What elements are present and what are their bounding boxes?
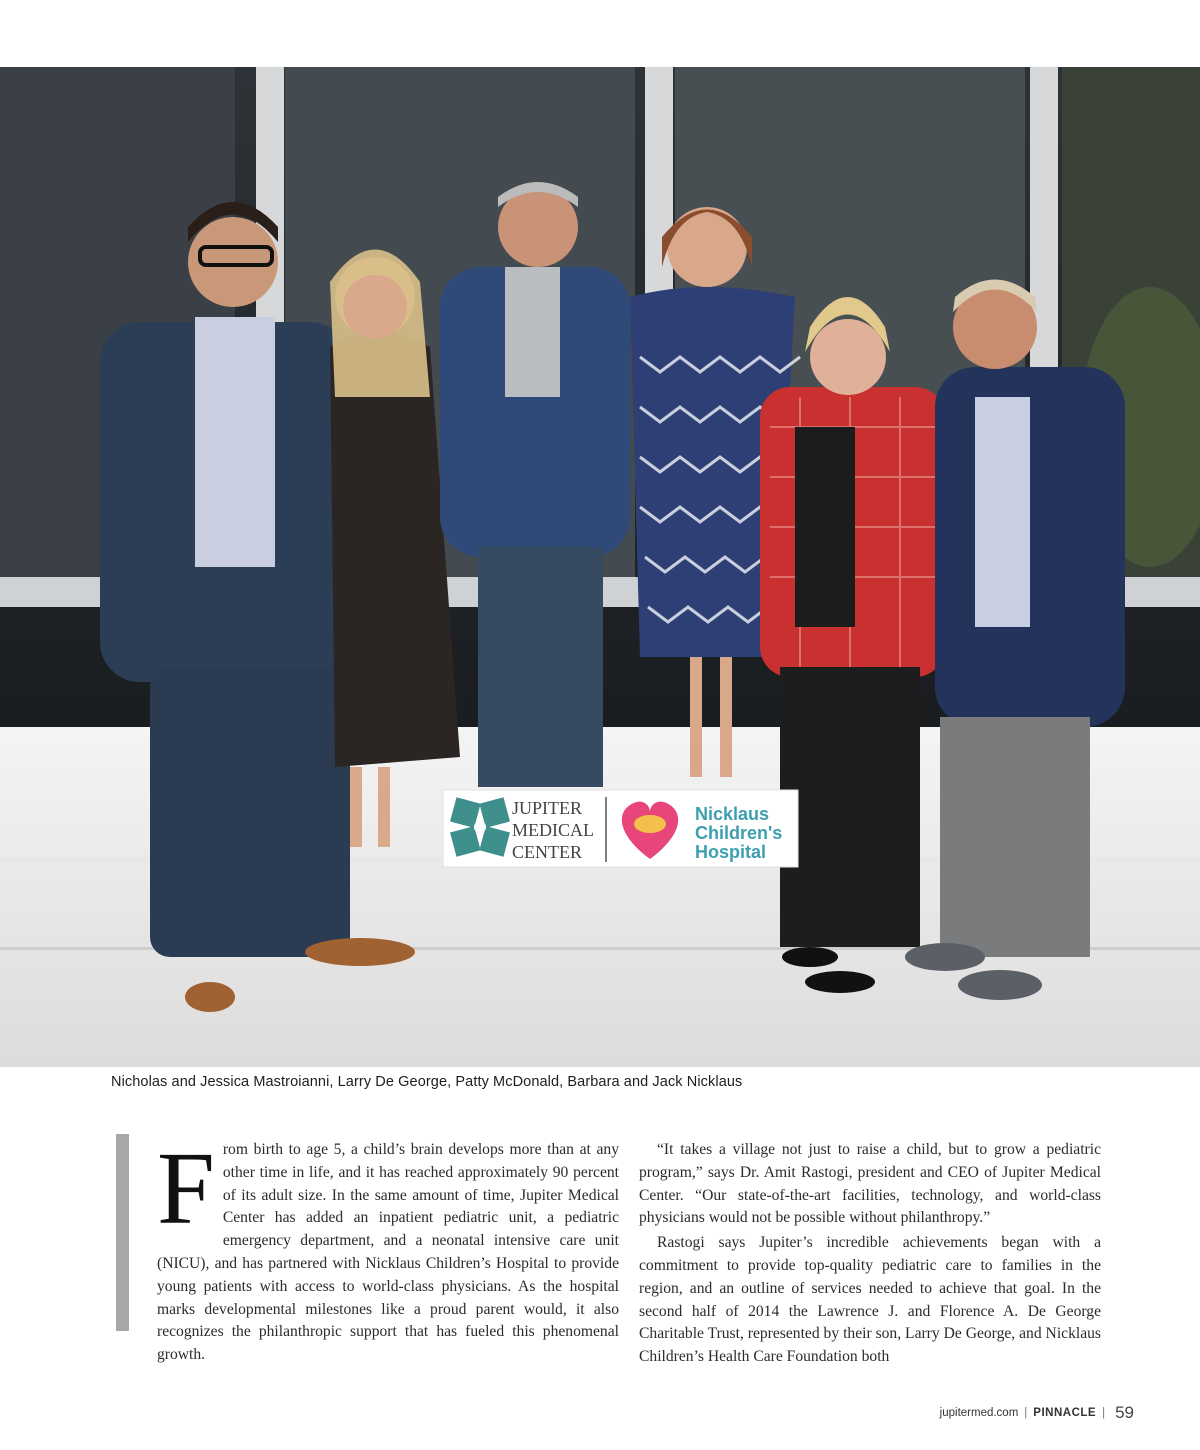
sign-text-1: JUPITER [512,798,583,818]
article-paragraph-1: rom birth to age 5, a child’s brain develops more than at any other time in life, and it has reached approximately 90 percent of its adult size. In the same amount of time, Jupiter Medical Center has added an inpatient pediatric unit, a pediatric emergency department, and a neonatal intensive care unit (NICU), and has partnered with Nicklaus Children’s Hospital to provide young patients with access to world-class physicians. As the hospital marks developmental milestones like a proud parent would, it also recognizes the philanthropic support that has fueled this phenomenal growth. [157,1141,619,1364]
person-5 [760,297,945,993]
sign-text-5: Children's [695,823,783,843]
drop-cap: F [157,1131,215,1246]
footer-divider: | [1024,1407,1028,1419]
sign-text-2: MEDICAL [512,820,594,840]
article-column-2 [639,1139,1101,1369]
sign-text-3: CENTER [512,842,582,862]
sign-text-6: Hospital [695,842,767,862]
sign-text-4: Nicklaus [695,804,770,824]
page-footer [940,1403,1134,1423]
article-column-1 [157,1131,619,1367]
footer-divider-2: | [1102,1407,1106,1419]
logo-sign [443,790,798,867]
footer-magazine: PINNACLE [1033,1407,1097,1419]
footer-site: jupitermed.com [939,1407,1019,1419]
group-photo [0,67,1200,1067]
page-number: 59 [1115,1403,1134,1422]
article-paragraph-3: Rastogi says Jupiter’s incredible achievements began with a commitment to provide top-quality pediatric care to families in the region, and an outline of services needed to achieve that goal. In the second half of 2014 the Lawrence J. and Florence A. De George Charitable Trust, represented by their son, Larry De George, and Nicklaus Children’s Health Care Foundation both [639,1234,1101,1366]
article-accent-bar [116,1134,129,1331]
photo-caption: Nicholas and Jessica Mastroianni, Larry De George, Patty McDonald, Barbara and Jack Nicklaus [111,1074,743,1090]
article-paragraph-2: “It takes a village not just to raise a child, but to grow a pediatric program,” says Dr. Amit Rastogi, president and CEO of Jupiter Medical Center. “Our state-of-the-art facilities, technology, and world-class physicians would not be possible without philanthropy.” [639,1141,1101,1227]
